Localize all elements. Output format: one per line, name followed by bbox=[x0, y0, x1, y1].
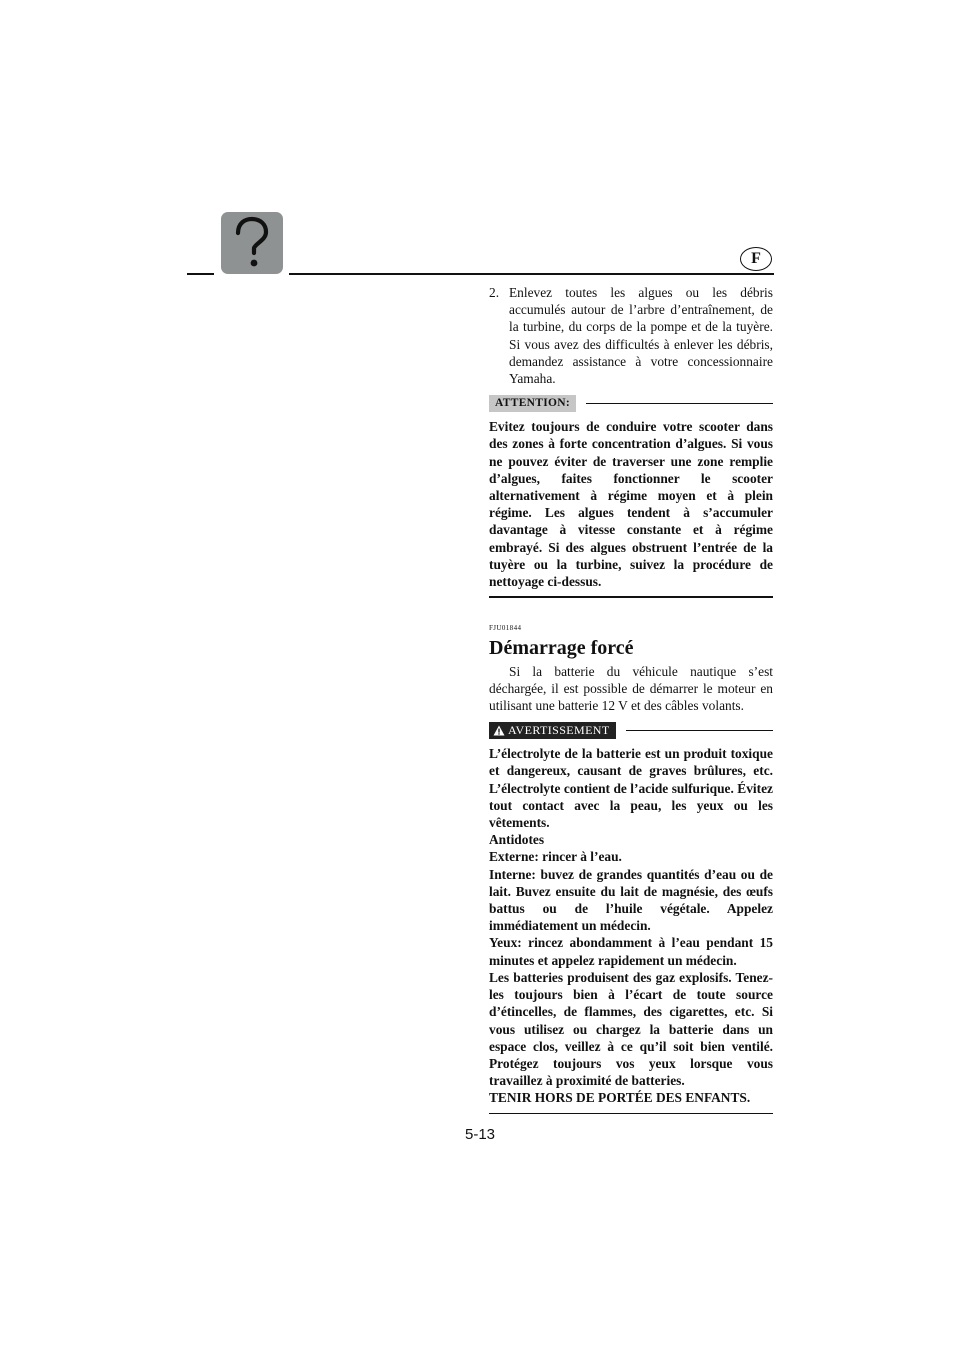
section-title: Démarrage forcé bbox=[489, 636, 634, 659]
step-text: Enlevez toutes les algues ou les débris accumulés autour de l’arbre d’entraînement, de la turbine, du corps de la pompe et de la tuyère. Si vous avez des difficultés à enlever les débris, demandez assistance à votre concessionnaire Yamaha. bbox=[509, 285, 773, 387]
section-code: FJU01844 bbox=[489, 623, 522, 632]
caution-label: ATTENTION: bbox=[489, 395, 576, 412]
warning-paragraph: TENIR HORS DE PORTÉE DES ENFANTS. bbox=[489, 1090, 751, 1106]
chapter-tab bbox=[221, 212, 283, 274]
header-rule-left bbox=[187, 273, 214, 275]
caution-rule bbox=[586, 403, 773, 404]
warning-paragraph: Antidotes bbox=[489, 832, 545, 848]
warning-paragraph: Yeux: rincez abondamment à l’eau pendant 15 minutes et appelez rapidement un médecin. bbox=[489, 935, 773, 968]
warning-triangle-icon bbox=[493, 725, 505, 736]
warning-body bbox=[489, 745, 773, 1106]
warning-end-rule bbox=[489, 1113, 773, 1114]
page-content bbox=[489, 284, 773, 1114]
caution-end-rule bbox=[489, 596, 773, 597]
language-badge: F bbox=[740, 247, 772, 271]
page-number: 5-13 bbox=[464, 1126, 496, 1143]
warning-rule bbox=[626, 730, 773, 731]
question-mark-icon bbox=[230, 216, 274, 270]
warning-header bbox=[489, 722, 773, 739]
warning-label bbox=[489, 722, 616, 739]
caution-header bbox=[489, 395, 773, 412]
warning-paragraph: Externe: rincer à l’eau. bbox=[489, 849, 622, 865]
caution-text: Evitez toujours de conduire votre scooter dans des zones à forte concentration d’algues. Si vous ne pouvez éviter de traverser une zone remplie d’algues, faites fonctionner le scooter alternativement à régime moyen et à plein régime. Les algues tendent à s’accumuler davantage à vitesse constante et à régime embrayé. Si des algues obstruent l’entrée de la tuyère ou la turbine, suivez la procédure de nettoyage ci-dessus. bbox=[489, 419, 773, 590]
header-rule-right bbox=[289, 273, 774, 275]
warning-paragraph: Interne: buvez de grandes quantités d’eau ou de lait. Buvez ensuite du lait de magnésie, des œufs battus ou de l’huile végétale. Appelez immédiatement un médecin. bbox=[489, 866, 773, 934]
warning-paragraph: Les batteries produisent des gaz explosifs. Tenez-les toujours bien à l’écart de toute source d’étincelles, de flammes, des cigarettes, etc. Si vous utilisez ou chargez la batterie dans un espace clos, veillez à ce qu’il soit bien ventilé. Protégez toujours vos yeux lorsque vous travaillez à proximité de batteries. bbox=[489, 969, 773, 1089]
section-intro: Si la batterie du véhicule nautique s’est déchargée, il est possible de démarrer le moteur en utilisant une batterie 12 V et des câbles volants. bbox=[489, 663, 773, 714]
warning-label-text: AVERTISSEMENT bbox=[508, 723, 610, 738]
step-item bbox=[489, 284, 773, 387]
warning-paragraph: L’électrolyte de la batterie est un produit toxique et dangereux, causant de graves brûlures, etc. L’électrolyte contient de l’acide sulfurique. Évitez tout contact avec la peau, les yeux ou les vêtements. bbox=[489, 746, 773, 831]
step-number: 2. bbox=[489, 285, 500, 300]
